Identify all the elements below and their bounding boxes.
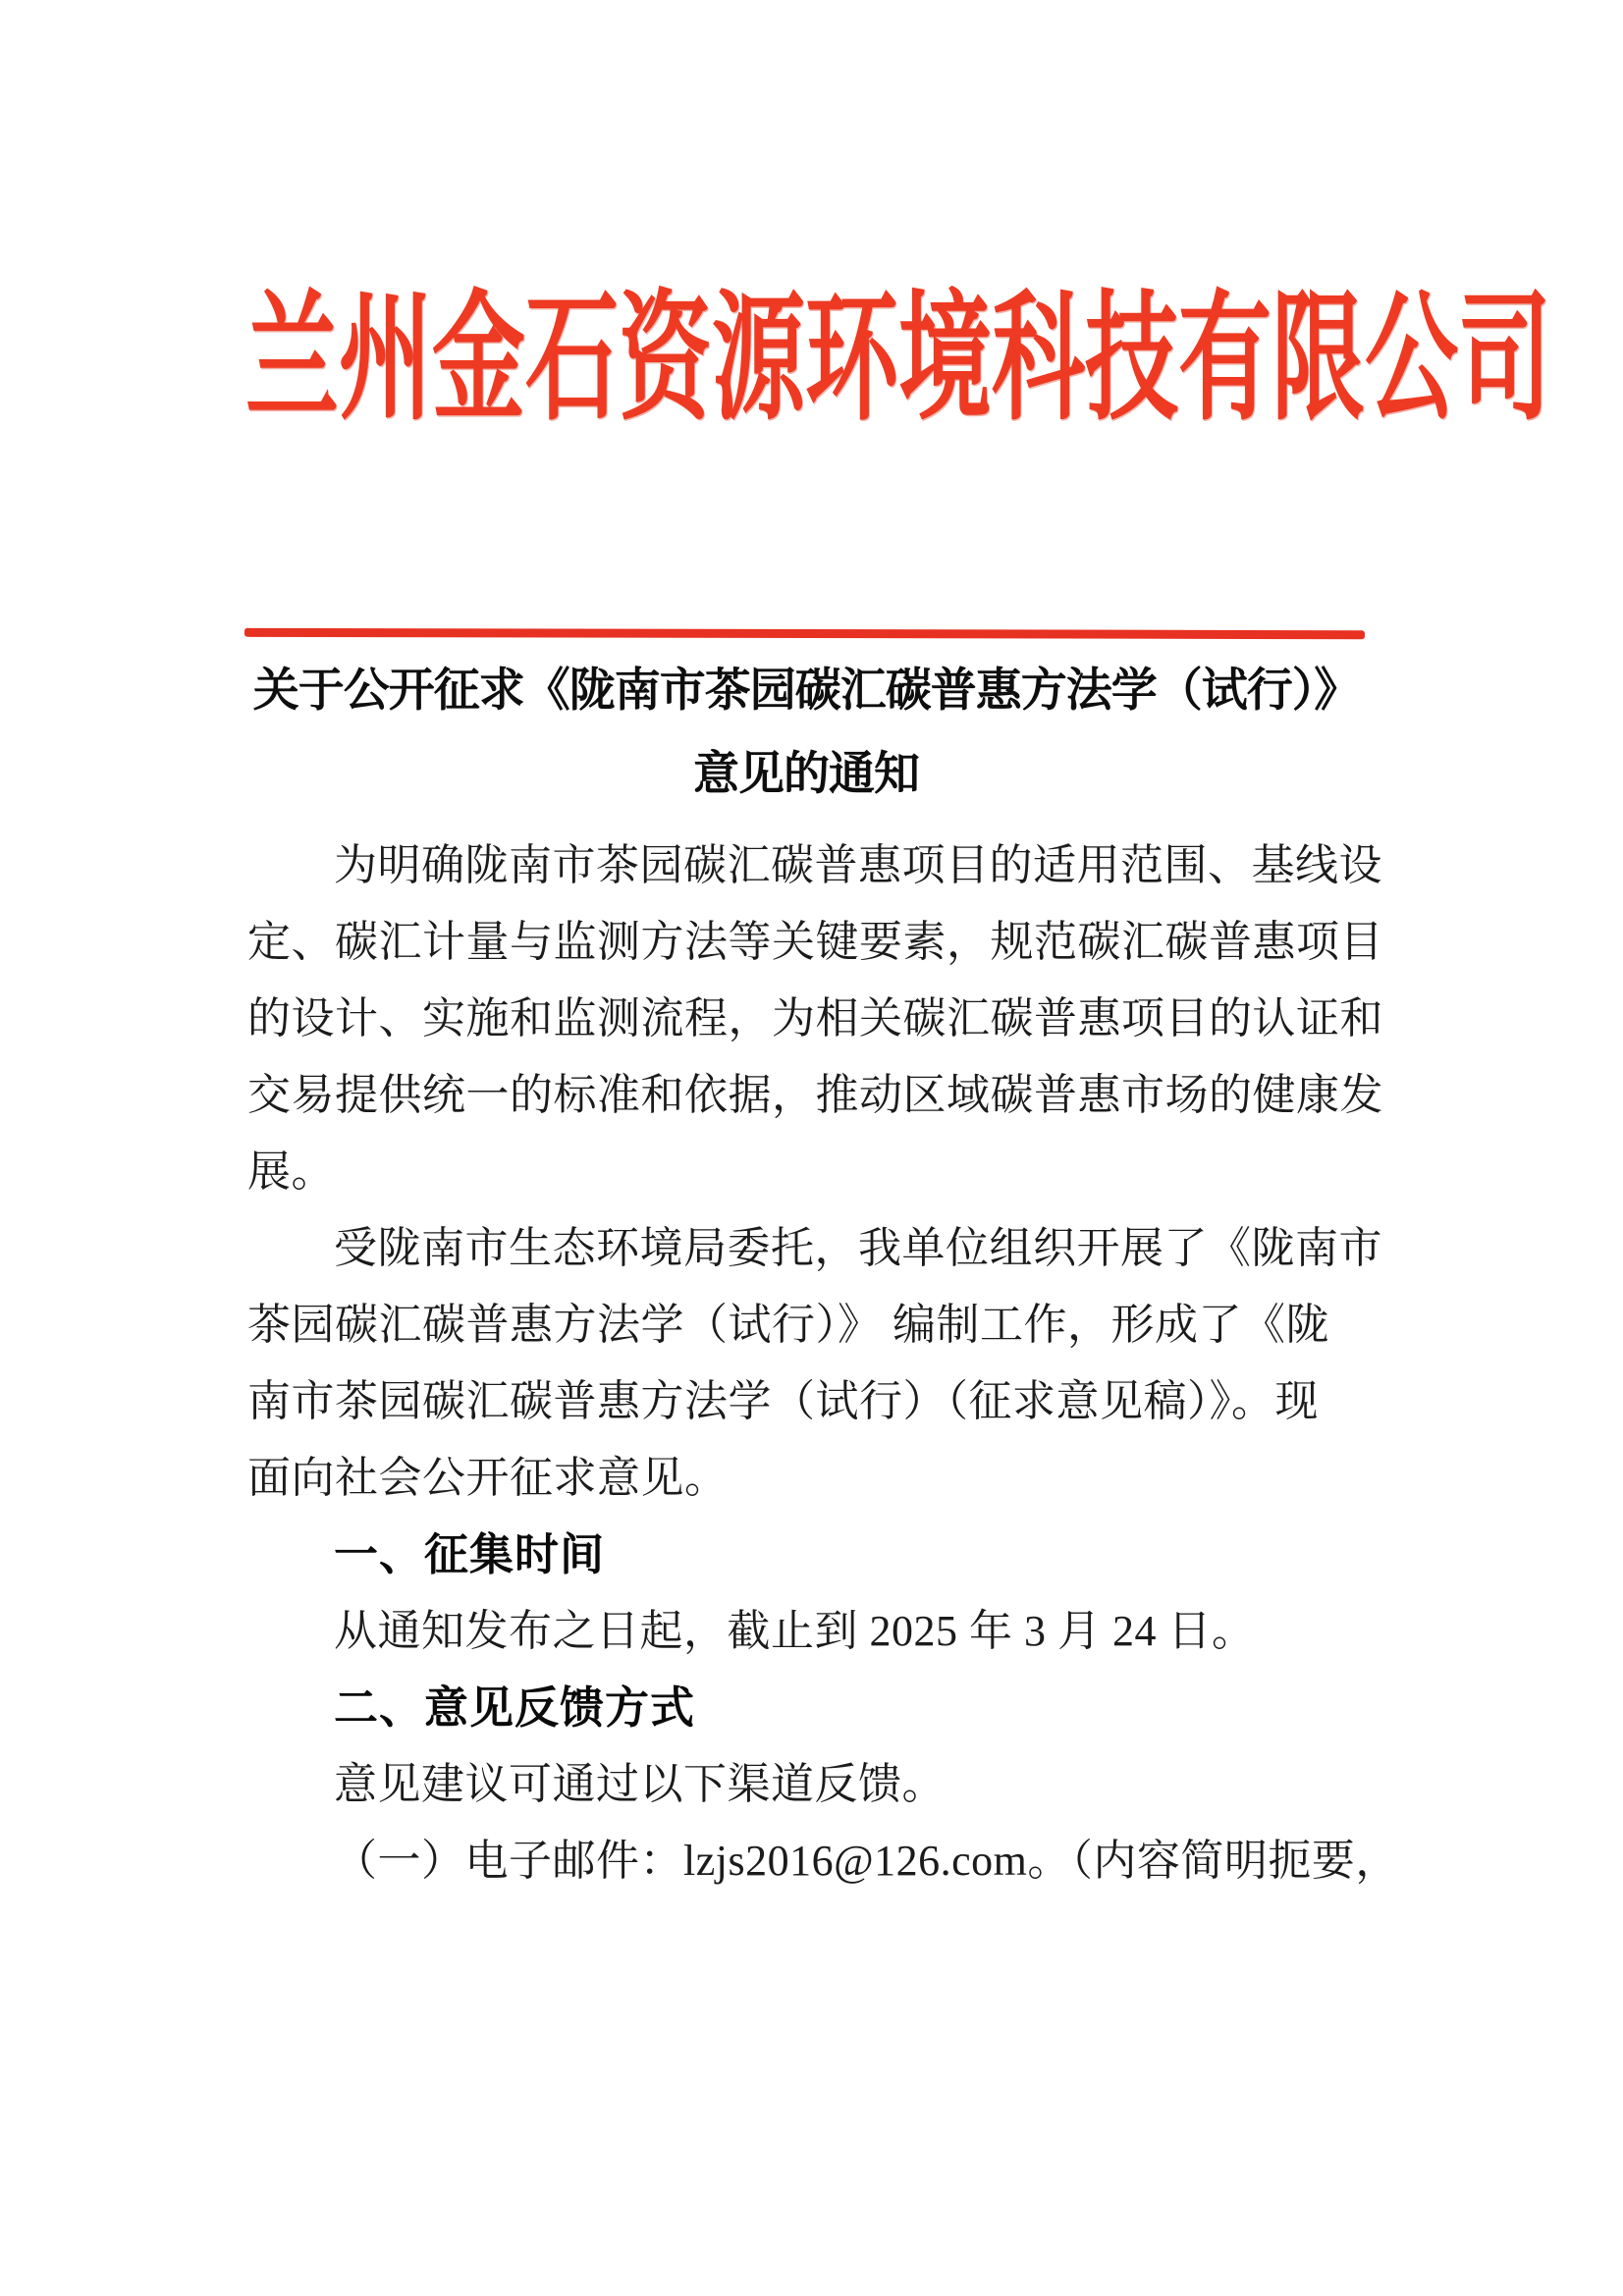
notice-title-line1: 关于公开征求《陇南市茶园碳汇碳普惠方法学（试行）》	[252, 666, 1360, 717]
notice-body	[247, 828, 1399, 1899]
paragraph1-line4: 交易提供统一的标准和依据，推动区域碳普惠市场的健康发	[247, 1071, 1383, 1119]
letterhead-divider-line	[244, 628, 1365, 639]
section2-item1-email-line: （一）电子邮件：lzjs2016@126.com。（内容简明扼要，	[334, 1837, 1399, 1885]
paragraph1-line5: 展。	[247, 1148, 335, 1196]
paragraph2-line1: 受陇南市生态环境局委托，我单位组织开展了《陇南市	[334, 1224, 1382, 1272]
section1-heading: 一、征集时间	[334, 1529, 606, 1579]
paragraph2-line3: 南市茶园碳汇碳普惠方法学（试行）（征求意见稿）》。现	[247, 1377, 1319, 1425]
section2-heading: 二、意见反馈方式	[334, 1682, 696, 1733]
company-letterhead: 兰州金石资源环境科技有限公司	[245, 281, 1552, 438]
paragraph1-line1: 为明确陇南市茶园碳汇碳普惠项目的适用范围、基线设	[334, 841, 1382, 889]
notice-title-line2: 意见的通知	[693, 749, 919, 800]
paragraph1-line3: 的设计、实施和监测流程，为相关碳汇碳普惠项目的认证和	[247, 994, 1383, 1042]
section2-intro-line: 意见建议可通过以下渠道反馈。	[334, 1760, 946, 1808]
paragraph1-line2: 定、碳汇计量与监测方法等关键要素，规范碳汇碳普惠项目	[247, 918, 1383, 966]
paragraph2-line2: 茶园碳汇碳普惠方法学（试行）》 编制工作，形成了《陇	[247, 1301, 1329, 1349]
notice-title	[226, 650, 1386, 817]
paragraph2-line4: 面向社会公开征求意见。	[247, 1454, 729, 1502]
section1-body-line: 从通知发布之日起，截止到 2025 年 3 月 24 日。	[334, 1607, 1256, 1655]
